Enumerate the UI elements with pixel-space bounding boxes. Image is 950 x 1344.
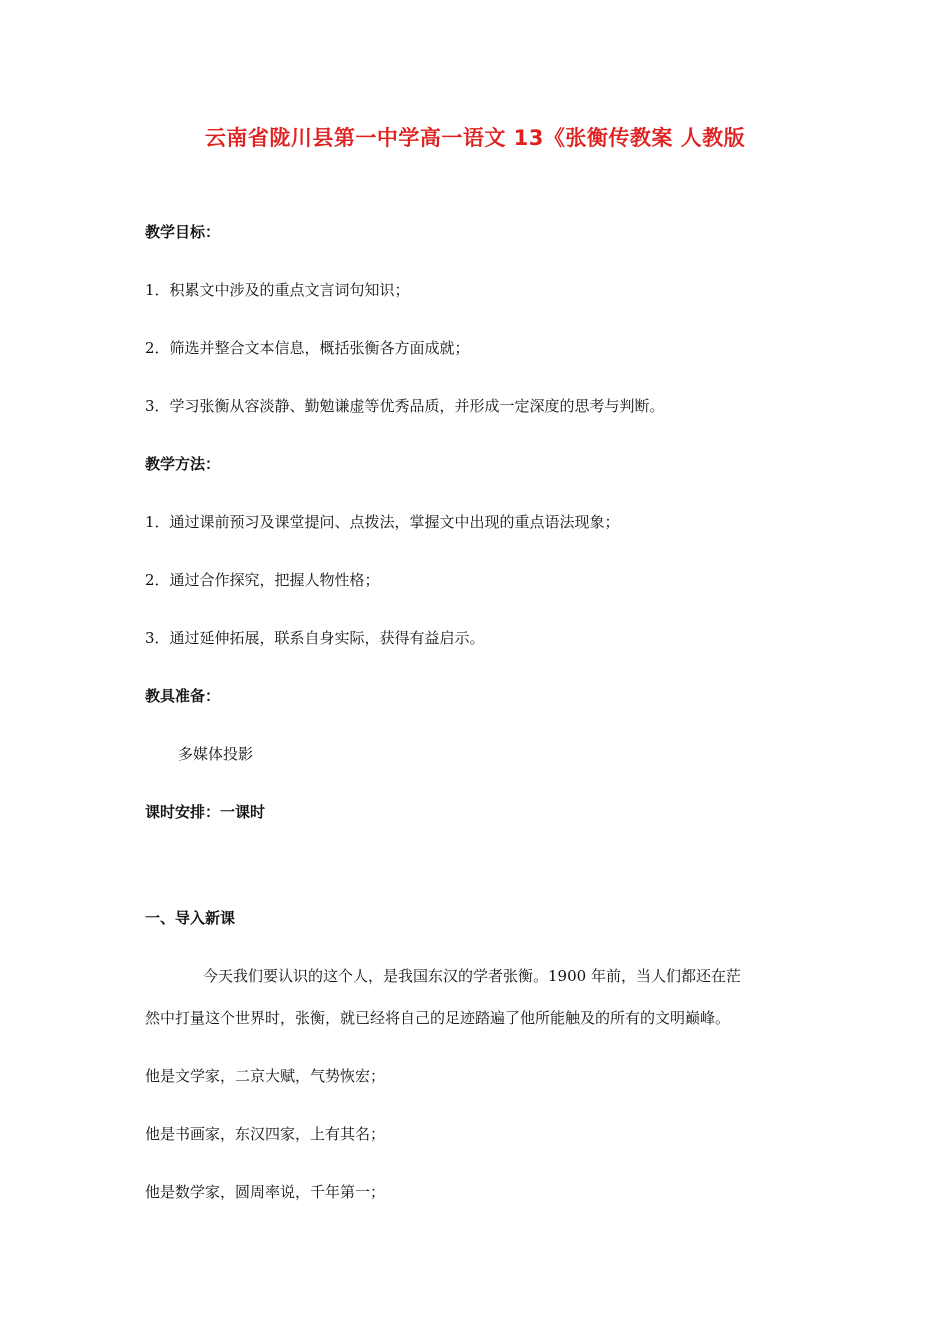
section1-heading: 一、导入新课 [145, 909, 236, 927]
section1-line-2: 他是书画家，东汉四家，上有其名； [145, 1125, 386, 1143]
goals-heading: 教学目标： [145, 223, 221, 241]
goal-item-3: 3．学习张衡从容淡静、勤勉谦虚等优秀品质，并形成一定深度的思考与判断。 [145, 397, 665, 415]
document-title: 云南省陇川县第一中学高一语文 13《张衡传教案 人教版 [204, 126, 746, 150]
schedule-heading: 课时安排：一课时 [145, 803, 266, 821]
tools-text: 多媒体投影 [178, 745, 254, 763]
method-item-2: 2．通过合作探究，把握人物性格； [145, 571, 380, 589]
section1-line-1: 他是文学家，二京大赋，气势恢宏； [145, 1067, 386, 1085]
goal-item-1: 1．积累文中涉及的重点文言词句知识； [145, 281, 410, 299]
method-item-3: 3．通过延伸拓展，联系自身实际，获得有益启示。 [145, 629, 485, 647]
goal-item-2: 2．筛选并整合文本信息，概括张衡各方面成就； [145, 339, 470, 357]
tools-heading: 教具准备： [145, 687, 221, 705]
section1-line-3: 他是数学家，圆周率说，千年第一； [145, 1183, 386, 1201]
method-item-1: 1．通过课前预习及课堂提问、点拨法，掌握文中出现的重点语法现象； [145, 513, 620, 531]
section1-paragraph-line2: 然中打量这个世界时，张衡，就已经将自己的足迹踏遍了他所能触及的所有的文明巅峰。 [145, 1009, 731, 1027]
methods-heading: 教学方法： [145, 455, 221, 473]
section1-paragraph-line1: 今天我们要认识的这个人，是我国东汉的学者张衡。1900 年前，当人们都还在茫 [203, 967, 741, 985]
